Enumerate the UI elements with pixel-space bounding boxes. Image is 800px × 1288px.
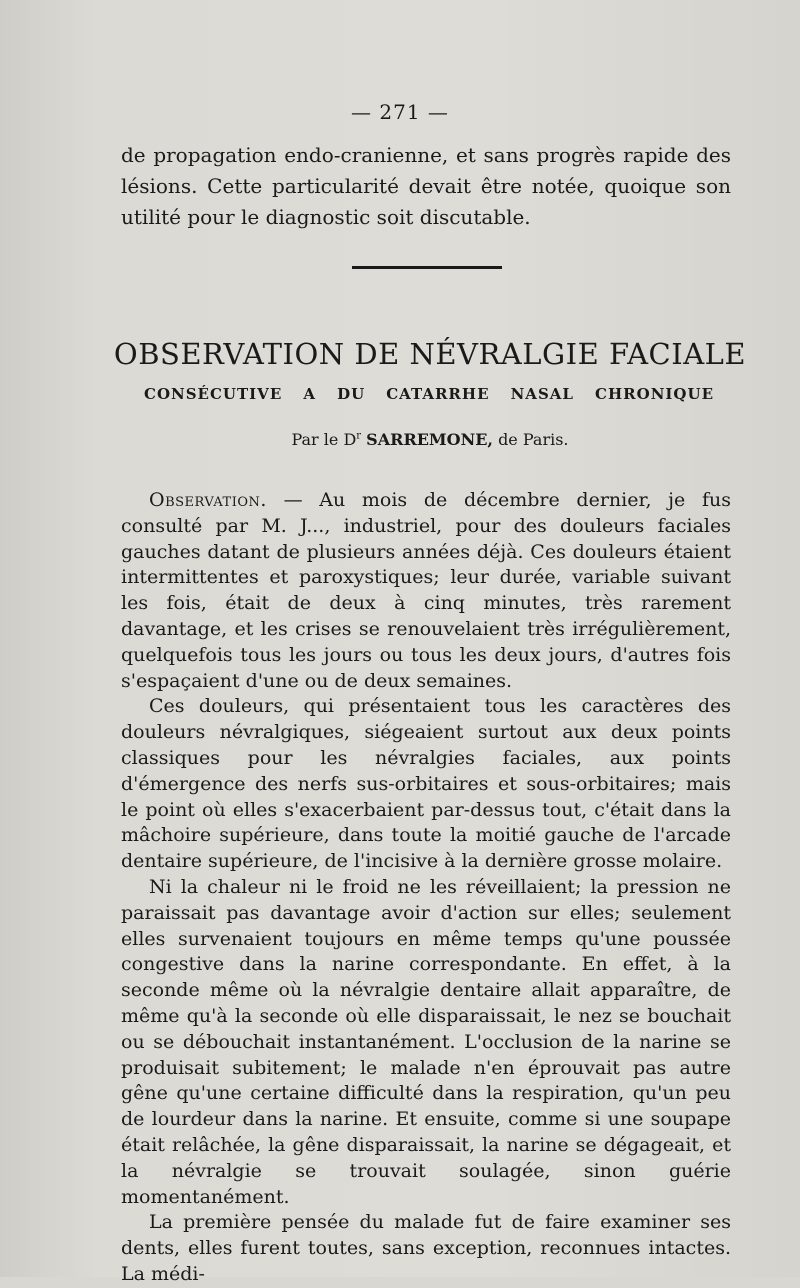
article-title: OBSERVATION DE NÉVRALGIE FACIALE bbox=[113, 337, 747, 371]
body-paragraph-1 bbox=[121, 488, 731, 694]
intro-paragraph bbox=[121, 140, 731, 233]
subtitle-word: NASAL bbox=[510, 385, 574, 403]
subtitle-word: CHRONIQUE bbox=[595, 385, 714, 403]
subtitle-word: DU bbox=[337, 385, 366, 403]
body-paragraph-3: Ni la chaleur ni le froid ne les réveillaient; la pression ne paraissait pas davantage avoir d'action sur elles; seulement elles survenaient toujours en même temps qu'une poussée congestive dans la narine correspondante. En effet, à la seconde même où la névralgie dentaire allait apparaître, de même qu'à la seconde où elle disparaissait, le nez se bouchait ou se débouchait instantanément. L'occlusion de la narine se produisait subitement; le malade n'en éprouvait pas autre gêne qu'une certaine difficulté dans la respiration, qu'un peu de lourdeur dans la narine. Et ensuite, comme si une soupape était relâchée, la gêne disparaissait, la narine se dégageait, et la névralgie se trouvait soulagée, sinon guérie momentanément. bbox=[121, 875, 731, 1208]
observation-lead: Observation. bbox=[149, 489, 267, 511]
byline-prefix: Par le D bbox=[291, 430, 357, 449]
article-subtitle bbox=[144, 385, 714, 403]
intro-text: de propagation endo-cranienne, et sans progrès rapide des lésions. Cette particularité devait être notée, quoique son utilité pour le diagnostic soit discutable. bbox=[121, 143, 731, 229]
body-paragraph-4: La première pensée du malade fut de faire examiner ses dents, elles furent toutes, sans exception, reconnues intactes. La médi- bbox=[121, 1211, 731, 1285]
subtitle-word: A bbox=[303, 385, 316, 403]
byline-suffix: de Paris. bbox=[498, 430, 569, 449]
body-paragraph-2: Ces douleurs, qui présentaient tous les caractères des douleurs névralgiques, siégeaient surtout aux deux points classiques pour les névralgies faciales, aux points d'émergence des nerfs sus-orbitaires et sous-orbitaires; mais le point où elles s'exacerbaient par-dessus tout, c'était dans la mâchoire supérieure, dans toute la moitié gauche de l'arcade dentaire supérieure, de l'incisive à la dernière grosse molaire. bbox=[121, 695, 731, 873]
byline-superscript: r bbox=[356, 430, 362, 442]
author-byline bbox=[0, 430, 800, 449]
page-number: — 271 — bbox=[351, 100, 449, 124]
article-body bbox=[121, 488, 731, 1288]
subtitle-word: CATARRHE bbox=[386, 385, 490, 403]
section-divider bbox=[352, 266, 502, 269]
paragraph-text: — Au mois de décembre dernier, je fus consulté par M. J..., industriel, pour des douleurs faciales gauches datant de plusieurs années déjà. Ces douleurs étaient intermittentes et paroxystiques; leur durée, variable suivant les fois, était de deux à cinq minutes, très rarement davantage, et les crises se renouvelaient très irrégulièrement, quelquefois tous les jours ou tous les deux jours, d'autres fois s'espaçaient d'une ou de deux semaines. bbox=[121, 489, 731, 692]
subtitle-word: CONSÉCUTIVE bbox=[144, 385, 283, 403]
author-name: SARREMONE, bbox=[366, 430, 493, 449]
